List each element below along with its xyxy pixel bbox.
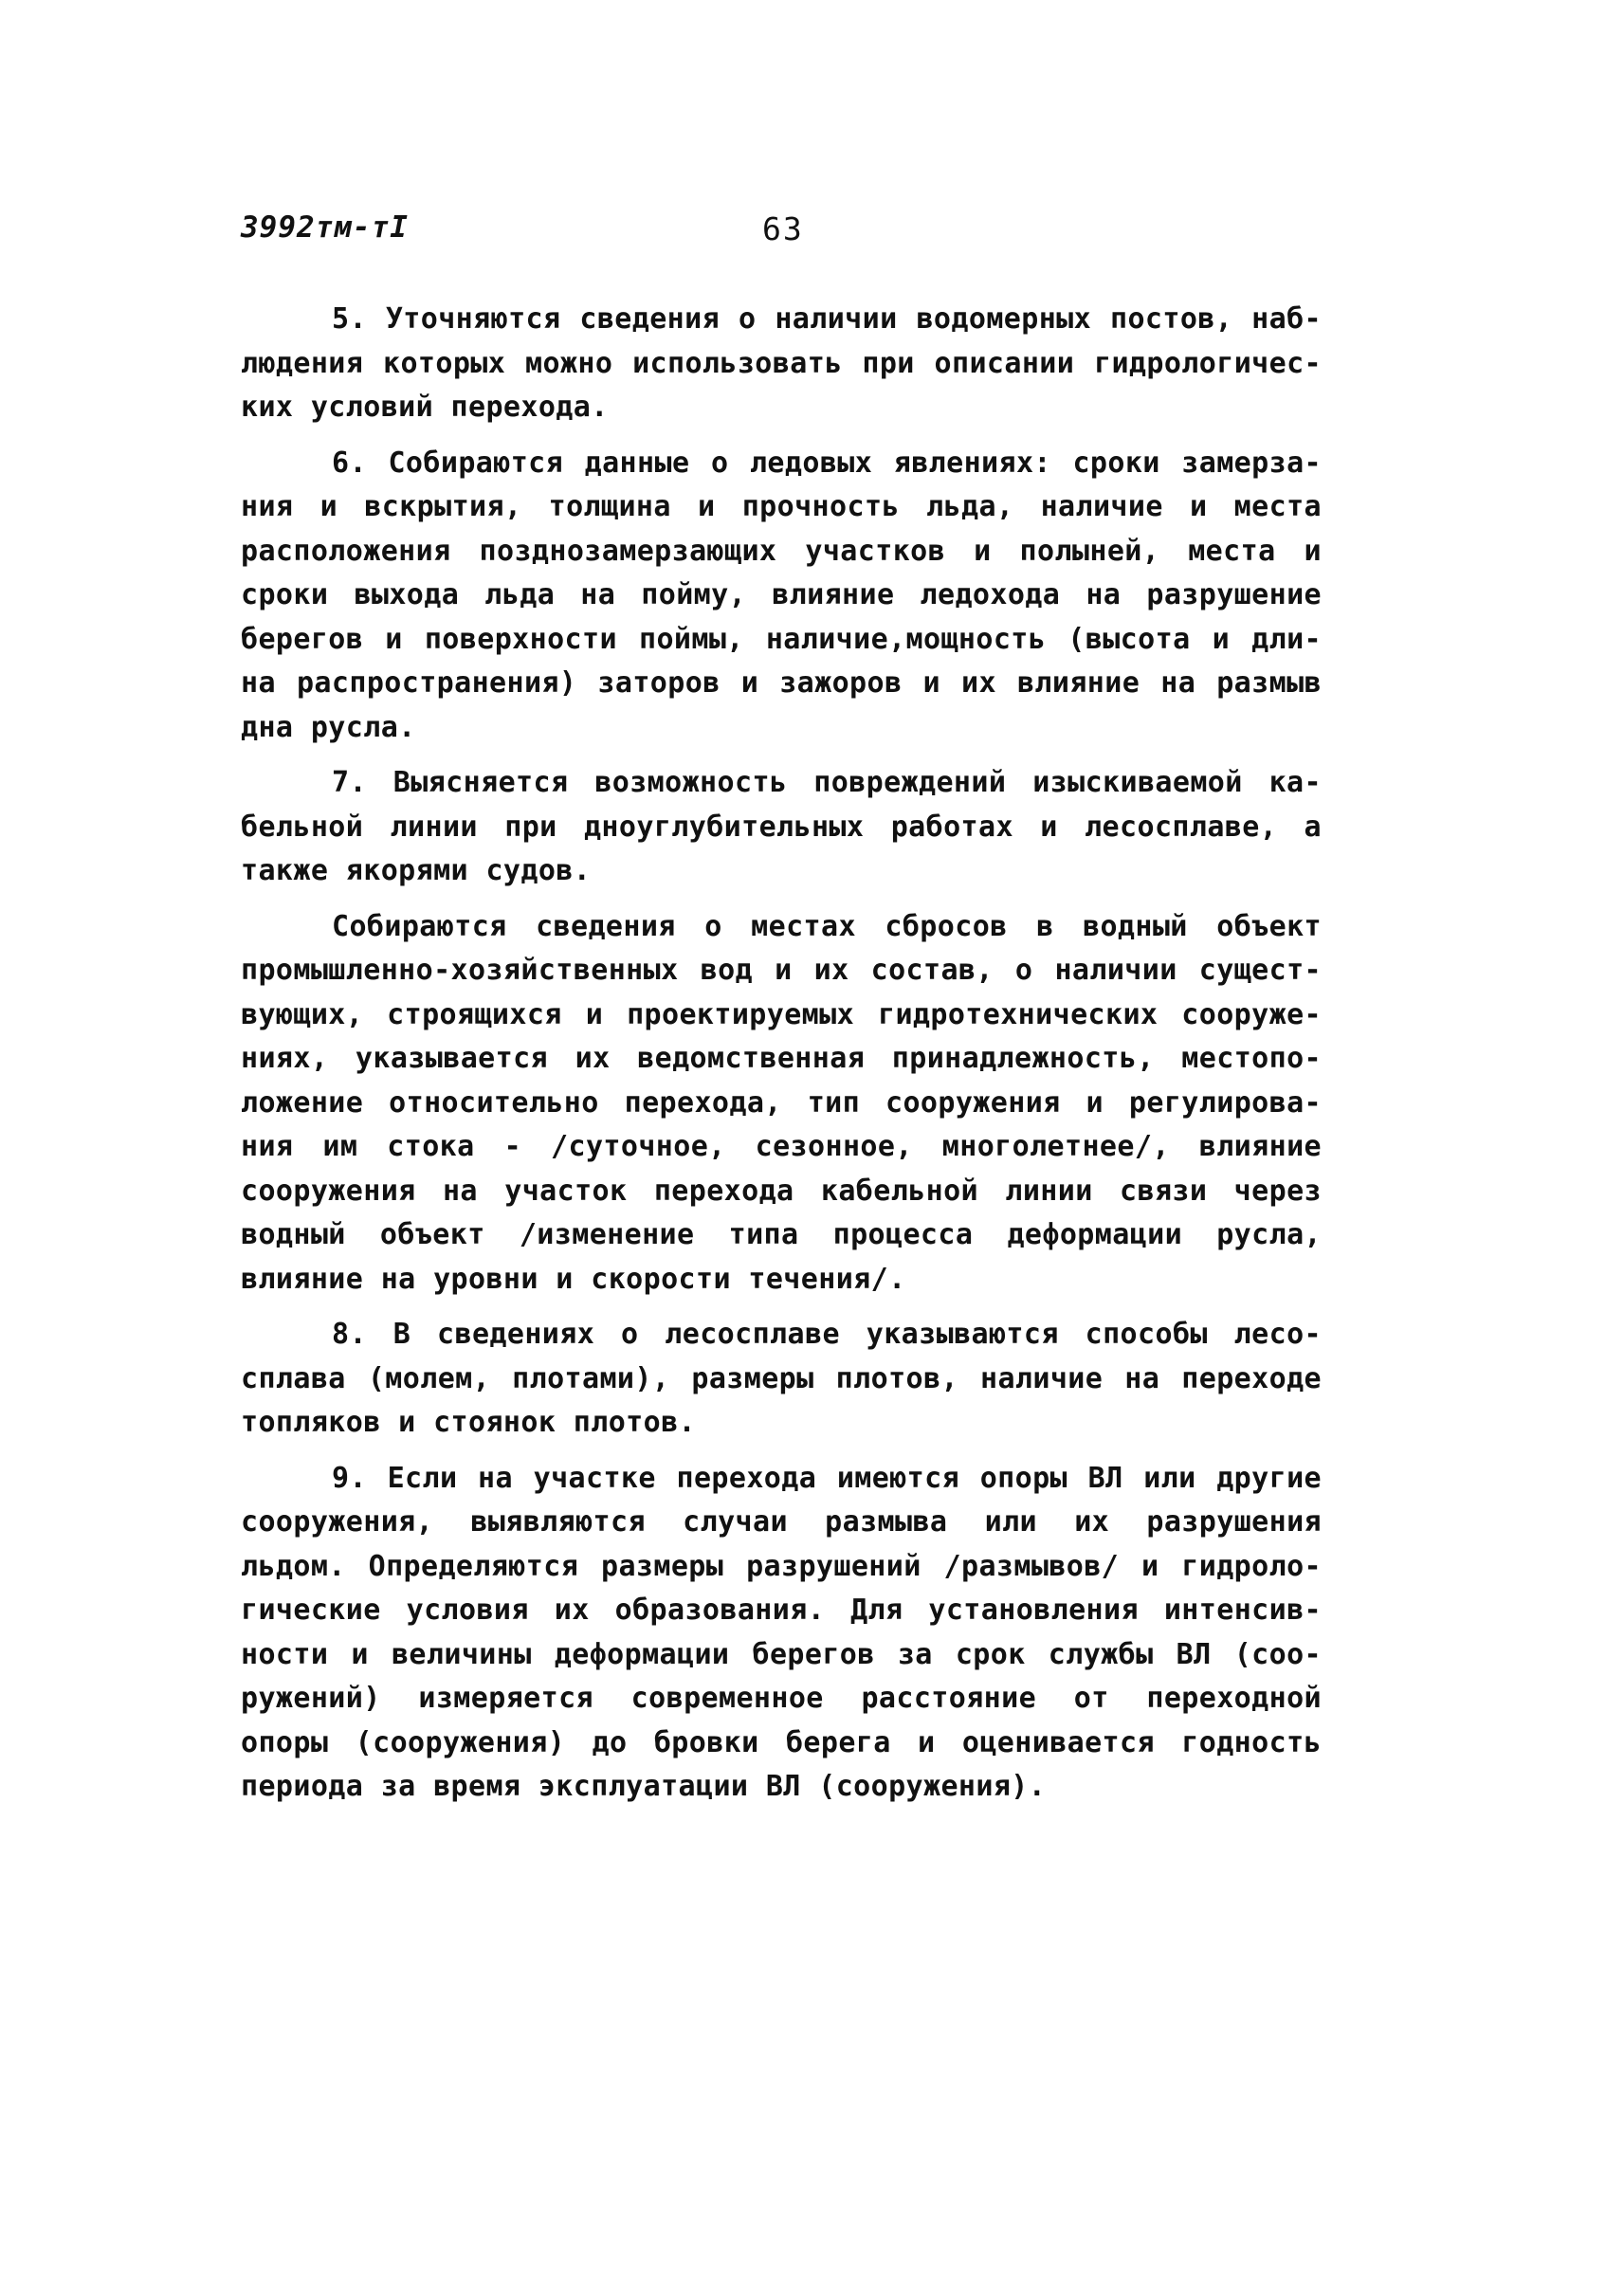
paragraph (241, 1313, 1322, 1446)
document-body (241, 298, 1322, 1821)
text-line: сроки выхода льда на пойму, влияние ледохода на разрушение (241, 578, 1322, 611)
text-line: 7. Выясняется возможность повреждений изыскиваемой ка- (332, 766, 1322, 799)
text-line: ложение относительно перехода, тип сооружения и регулирова- (241, 1085, 1322, 1120)
page-number: 63 (762, 210, 804, 247)
text-line: ния им стока - /суточное, сезонное, многолетнее/, влияние (241, 1130, 1322, 1163)
text-line: также якорями судов. (241, 854, 592, 887)
text-line: ружений) измеряется современное расстояние от переходной (241, 1682, 1322, 1715)
text-line: ких условий перехода. (241, 391, 609, 424)
text-line: водный объект /изменение типа процесса деформации русла, (241, 1218, 1322, 1251)
text-line: бельной линии при дноуглубительных работах и лесосплаве, а (241, 810, 1322, 844)
text-line: ниях, указывается их ведомственная принадлежность, местопо- (241, 1042, 1322, 1075)
document-code: 3992тм-тI (241, 210, 409, 245)
text-line: вующих, строящихся и проектируемых гидротехнических сооруже- (241, 997, 1322, 1031)
text-line: берегов и поверхности поймы, наличие,мощность (высота и дли- (241, 622, 1322, 656)
text-line: ности и величины деформации берегов за срок службы ВЛ (соо- (241, 1637, 1322, 1671)
text-line: 8. В сведениях о лесосплаве указываются способы лесо- (332, 1318, 1322, 1351)
paragraph (241, 442, 1322, 751)
text-line: на распространения) заторов и зажоров и их влияние на размыв (241, 666, 1322, 700)
text-line: людения которых можно использовать при описании гидрологичес- (241, 346, 1322, 380)
text-line: периода за время эксплуатации ВЛ (сооружения). (241, 1770, 1047, 1803)
text-line: сооружения на участок перехода кабельной линии связи через (241, 1174, 1322, 1208)
paragraph (241, 761, 1322, 894)
paragraph (241, 298, 1322, 430)
text-line: ния и вскрытия, толщина и прочность льда, наличие и места (241, 490, 1322, 523)
text-line: 5. Уточняются сведения о наличии водомерных постов, наб- (332, 302, 1322, 336)
text-line: 9. Если на участке перехода имеются опоры ВЛ или другие (332, 1461, 1322, 1495)
paragraph (241, 905, 1322, 1302)
text-line: топляков и стоянок плотов. (241, 1406, 696, 1439)
text-line: льдом. Определяются размеры разрушений /размывов/ и гидроло- (241, 1549, 1322, 1583)
text-line: влияние на уровни и скорости течения/. (241, 1262, 906, 1296)
text-line: расположения позднозамерзающих участков и полыней, места и (241, 534, 1322, 568)
text-line: сооружения, выявляются случаи размыва или их разрушения (241, 1505, 1322, 1539)
page-header (241, 210, 1378, 258)
text-line: сплава (молем, плотами), размеры плотов, наличие на переходе (241, 1361, 1322, 1395)
paragraph (241, 1457, 1322, 1810)
text-line: Собираются сведения о местах сбросов в водный объект (332, 909, 1322, 943)
text-line: дна русла. (241, 710, 416, 744)
text-line: 6. Собираются данные о ледовых явлениях: сроки замерза- (332, 446, 1322, 480)
text-line: промышленно-хозяйственных вод и их состав, о наличии сущест- (241, 954, 1322, 987)
text-line: гические условия их образования. Для установления интенсив- (241, 1594, 1322, 1627)
text-line: опоры (сооружения) до бровки берега и оценивается годность (241, 1725, 1322, 1759)
